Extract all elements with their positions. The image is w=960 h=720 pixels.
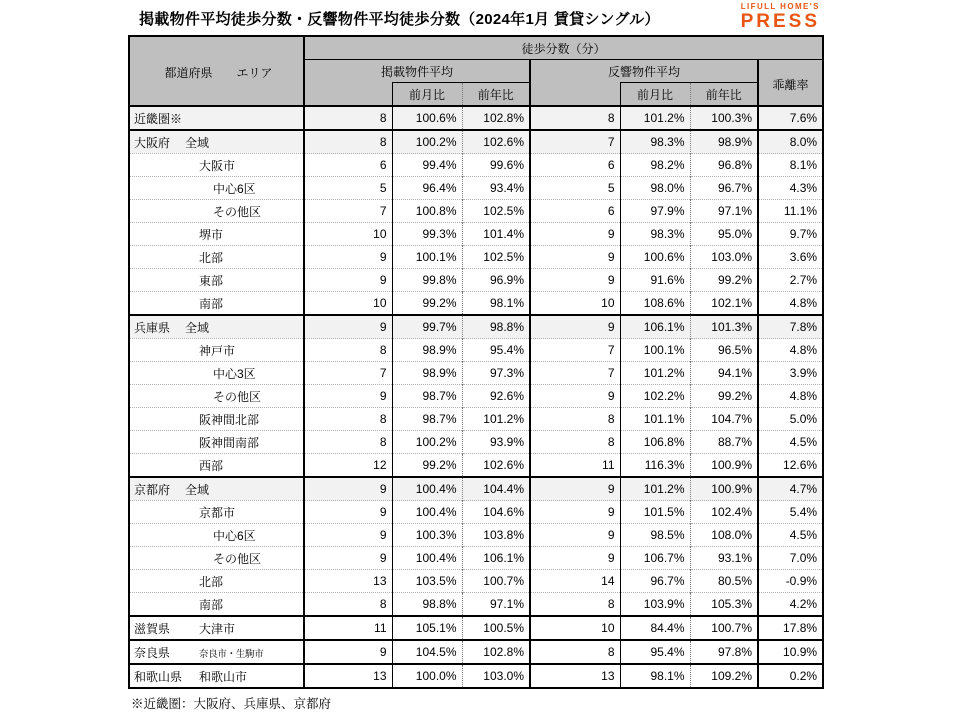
area-label: 北部 [199,574,224,589]
listed-mom-cell: 100.4% [392,477,462,501]
resp-avg-cell: 6 [530,154,620,177]
area-label: 西部 [199,458,224,473]
area-label: 全域 [185,482,210,497]
resp-yoy-cell: 96.7% [690,177,758,200]
listed-yoy-cell: 92.6% [462,385,530,408]
resp-yoy-cell: 109.2% [690,664,758,688]
area-label: 北部 [199,250,224,265]
prefecture-area-cell [129,524,304,547]
prefecture-area-cell [129,130,304,154]
resp-mom-cell: 84.4% [620,616,690,640]
listed-mom-cell: 100.1% [392,246,462,269]
resp-mom-cell: 97.9% [620,200,690,223]
listed-mom-cell: 100.4% [392,501,462,524]
prefecture-label: 近畿圏※ [134,111,183,126]
resp-mom-cell: 101.2% [620,477,690,501]
dev-cell: -0.9% [758,570,823,593]
resp-avg-cell: 14 [530,570,620,593]
listed-yoy-cell: 102.8% [462,106,530,130]
dev-cell: 12.6% [758,454,823,478]
area-label: 南部 [199,597,224,612]
area-label: その他区 [213,204,262,219]
resp-avg-cell: 7 [530,339,620,362]
listed-yoy-cell: 102.6% [462,454,530,478]
listed-avg-cell: 9 [304,477,392,501]
resp-yoy-cell: 98.9% [690,130,758,154]
header-walk-minutes-group: 徒歩分数（分） [304,36,823,60]
header-listed-avg-spacer [304,83,392,107]
listed-avg-cell: 9 [304,524,392,547]
table-header [129,36,823,106]
listed-mom-cell: 100.8% [392,200,462,223]
listed-avg-cell: 9 [304,547,392,570]
area-label: 奈良市・生駒市 [199,648,264,660]
resp-yoy-cell: 99.2% [690,385,758,408]
listed-avg-cell: 7 [304,200,392,223]
header-listed-mom: 前月比 [392,83,462,107]
resp-avg-cell: 9 [530,524,620,547]
resp-avg-cell: 9 [530,315,620,339]
prefecture-area-cell [129,664,304,688]
listed-avg-cell: 8 [304,408,392,431]
prefecture-label: 和歌山県 [134,669,183,684]
listed-avg-cell: 9 [304,246,392,269]
dev-cell: 4.5% [758,524,823,547]
dev-cell: 4.2% [758,593,823,617]
listed-avg-cell: 8 [304,130,392,154]
area-label: 中心3区 [213,366,256,381]
listed-mom-cell: 100.6% [392,106,462,130]
table-row [129,269,823,292]
area-label: その他区 [213,389,262,404]
prefecture-label: 奈良県 [134,645,171,660]
prefecture-area-cell [129,339,304,362]
listed-mom-cell: 100.2% [392,431,462,454]
table-row [129,315,823,339]
table-row [129,640,823,664]
listed-mom-cell: 100.0% [392,664,462,688]
listed-mom-cell: 98.9% [392,339,462,362]
header-listed-yoy: 前年比 [462,83,530,107]
resp-yoy-cell: 99.2% [690,269,758,292]
listed-mom-cell: 98.7% [392,385,462,408]
prefecture-area-cell [129,593,304,617]
table-row [129,223,823,246]
dev-cell: 4.8% [758,292,823,316]
resp-avg-cell: 8 [530,640,620,664]
resp-yoy-cell: 102.1% [690,292,758,316]
listed-yoy-cell: 103.0% [462,664,530,688]
dev-cell: 3.6% [758,246,823,269]
area-label: 南部 [199,296,224,311]
resp-avg-cell: 9 [530,501,620,524]
listed-mom-cell: 99.3% [392,223,462,246]
resp-yoy-cell: 108.0% [690,524,758,547]
table-row [129,154,823,177]
prefecture-area-cell [129,177,304,200]
area-label: 堺市 [199,227,224,242]
listed-mom-cell: 103.5% [392,570,462,593]
listed-mom-cell: 98.9% [392,362,462,385]
listed-mom-cell: 98.7% [392,408,462,431]
resp-mom-cell: 101.2% [620,106,690,130]
listed-avg-cell: 8 [304,431,392,454]
footnote: ※近畿圏：大阪府、兵庫県、京都府 [131,697,332,711]
table-row [129,339,823,362]
listed-avg-cell: 7 [304,362,392,385]
table-row [129,431,823,454]
table-row [129,501,823,524]
dev-cell: 5.0% [758,408,823,431]
listed-avg-cell: 9 [304,315,392,339]
listed-avg-cell: 12 [304,454,392,478]
prefecture-label: 滋賀県 [134,621,171,636]
prefecture-label: 大阪府 [134,135,171,150]
resp-yoy-cell: 97.1% [690,200,758,223]
prefecture-area-cell [129,501,304,524]
listed-yoy-cell: 104.6% [462,501,530,524]
table-row [129,408,823,431]
table-row [129,200,823,223]
listed-avg-cell: 9 [304,501,392,524]
dev-cell: 4.5% [758,431,823,454]
listed-avg-cell: 13 [304,570,392,593]
area-label: 中心6区 [213,528,256,543]
resp-avg-cell: 9 [530,223,620,246]
resp-yoy-cell: 80.5% [690,570,758,593]
listed-yoy-cell: 102.6% [462,130,530,154]
resp-mom-cell: 91.6% [620,269,690,292]
header-responded-mom: 前月比 [620,83,690,107]
dev-cell: 11.1% [758,200,823,223]
resp-yoy-cell: 104.7% [690,408,758,431]
header-responded-yoy: 前年比 [690,83,758,107]
table-row [129,664,823,688]
listed-yoy-cell: 98.1% [462,292,530,316]
resp-yoy-cell: 88.7% [690,431,758,454]
resp-yoy-cell: 100.9% [690,454,758,478]
prefecture-area-cell [129,246,304,269]
resp-mom-cell: 101.2% [620,362,690,385]
listed-yoy-cell: 93.9% [462,431,530,454]
resp-yoy-cell: 93.1% [690,547,758,570]
listed-avg-cell: 9 [304,640,392,664]
area-label: 大阪市 [199,158,236,173]
listed-yoy-cell: 97.3% [462,362,530,385]
listed-yoy-cell: 100.5% [462,616,530,640]
resp-mom-cell: 106.7% [620,547,690,570]
resp-mom-cell: 101.5% [620,501,690,524]
dev-cell: 0.2% [758,664,823,688]
resp-mom-cell: 101.1% [620,408,690,431]
listed-mom-cell: 105.1% [392,616,462,640]
resp-yoy-cell: 100.7% [690,616,758,640]
listed-yoy-cell: 102.8% [462,640,530,664]
listed-mom-cell: 99.4% [392,154,462,177]
header-deviation-rate: 乖離率 [758,60,823,107]
listed-yoy-cell: 95.4% [462,339,530,362]
prefecture-label: 兵庫県 [134,320,171,335]
resp-avg-cell: 10 [530,616,620,640]
listed-yoy-cell: 96.9% [462,269,530,292]
resp-mom-cell: 116.3% [620,454,690,478]
prefecture-area-cell [129,408,304,431]
table-row [129,547,823,570]
resp-avg-cell: 6 [530,200,620,223]
listed-mom-cell: 99.2% [392,454,462,478]
prefecture-area-cell [129,477,304,501]
resp-avg-cell: 9 [530,269,620,292]
prefecture-area-cell [129,547,304,570]
resp-avg-cell: 9 [530,477,620,501]
resp-mom-cell: 95.4% [620,640,690,664]
area-label: 全域 [185,135,210,150]
resp-mom-cell: 98.2% [620,154,690,177]
walk-minutes-table [128,35,824,689]
listed-avg-cell: 11 [304,616,392,640]
listed-avg-cell: 10 [304,292,392,316]
area-label: 和歌山市 [199,669,248,684]
listed-yoy-cell: 103.8% [462,524,530,547]
listed-mom-cell: 96.4% [392,177,462,200]
dev-cell: 17.8% [758,616,823,640]
area-label: その他区 [213,551,262,566]
listed-mom-cell: 99.2% [392,292,462,316]
resp-avg-cell: 8 [530,593,620,617]
listed-yoy-cell: 97.1% [462,593,530,617]
listed-yoy-cell: 99.6% [462,154,530,177]
listed-avg-cell: 8 [304,339,392,362]
dev-cell: 2.7% [758,269,823,292]
prefecture-label: 京都府 [134,482,171,497]
resp-avg-cell: 9 [530,547,620,570]
table-row [129,385,823,408]
table-row [129,246,823,269]
resp-yoy-cell: 96.5% [690,339,758,362]
page-title: 掲載物件平均徒歩分数・反響物件平均徒歩分数（2024年1月 賃貸シングル） [139,11,660,28]
resp-yoy-cell: 100.3% [690,106,758,130]
resp-yoy-cell: 105.3% [690,593,758,617]
listed-avg-cell: 8 [304,106,392,130]
listed-yoy-cell: 101.4% [462,223,530,246]
prefecture-area-cell [129,362,304,385]
prefecture-area-cell [129,431,304,454]
listed-avg-cell: 13 [304,664,392,688]
resp-yoy-cell: 97.8% [690,640,758,664]
table-row [129,130,823,154]
resp-mom-cell: 96.7% [620,570,690,593]
area-label: 京都市 [199,505,236,520]
header-responded-avg-spacer [530,83,620,107]
dev-cell: 7.0% [758,547,823,570]
listed-avg-cell: 5 [304,177,392,200]
resp-mom-cell: 98.1% [620,664,690,688]
listed-yoy-cell: 102.5% [462,246,530,269]
listed-yoy-cell: 106.1% [462,547,530,570]
resp-yoy-cell: 100.9% [690,477,758,501]
resp-avg-cell: 13 [530,664,620,688]
resp-yoy-cell: 96.8% [690,154,758,177]
dev-cell: 4.7% [758,477,823,501]
resp-avg-cell: 9 [530,246,620,269]
area-label: 神戸市 [199,343,236,358]
resp-yoy-cell: 95.0% [690,223,758,246]
table-row [129,524,823,547]
resp-yoy-cell: 102.4% [690,501,758,524]
table-row [129,570,823,593]
resp-avg-cell: 5 [530,177,620,200]
listed-yoy-cell: 101.2% [462,408,530,431]
prefecture-area-cell [129,454,304,478]
area-label: 東部 [199,273,224,288]
prefecture-area-cell [129,200,304,223]
listed-yoy-cell: 93.4% [462,177,530,200]
prefecture-area-cell [129,570,304,593]
header-responded-average: 反響物件平均 [530,60,758,83]
resp-mom-cell: 98.3% [620,223,690,246]
table-row [129,177,823,200]
listed-mom-cell: 104.5% [392,640,462,664]
lifull-homes-press-logo [741,3,820,31]
prefecture-area-cell [129,640,304,664]
resp-avg-cell: 11 [530,454,620,478]
resp-yoy-cell: 103.0% [690,246,758,269]
prefecture-area-cell [129,616,304,640]
prefecture-area-cell [129,269,304,292]
resp-avg-cell: 7 [530,362,620,385]
prefecture-area-cell [129,292,304,316]
dev-cell: 7.6% [758,106,823,130]
table-row [129,477,823,501]
listed-mom-cell: 100.4% [392,547,462,570]
prefecture-area-cell [129,315,304,339]
table-row [129,454,823,478]
prefecture-area-cell [129,223,304,246]
table-row [129,292,823,316]
table-row [129,362,823,385]
resp-avg-cell: 10 [530,292,620,316]
table-row [129,593,823,617]
resp-yoy-cell: 94.1% [690,362,758,385]
area-label: 全域 [185,320,210,335]
area-label: 阪神間北部 [199,412,260,427]
listed-mom-cell: 98.8% [392,593,462,617]
listed-avg-cell: 6 [304,154,392,177]
dev-cell: 3.9% [758,362,823,385]
listed-yoy-cell: 102.5% [462,200,530,223]
listed-yoy-cell: 104.4% [462,477,530,501]
listed-avg-cell: 10 [304,223,392,246]
dev-cell: 10.9% [758,640,823,664]
prefecture-area-cell [129,106,304,130]
table-body [129,106,823,688]
dev-cell: 9.7% [758,223,823,246]
prefecture-area-cell [129,385,304,408]
resp-avg-cell: 9 [530,385,620,408]
table-row [129,106,823,130]
listed-mom-cell: 100.3% [392,524,462,547]
dev-cell: 5.4% [758,501,823,524]
resp-mom-cell: 102.2% [620,385,690,408]
listed-avg-cell: 9 [304,269,392,292]
resp-avg-cell: 8 [530,431,620,454]
listed-avg-cell: 9 [304,385,392,408]
dev-cell: 8.1% [758,154,823,177]
resp-mom-cell: 98.3% [620,130,690,154]
area-label: 大津市 [199,621,236,636]
resp-mom-cell: 103.9% [620,593,690,617]
resp-avg-cell: 8 [530,408,620,431]
dev-cell: 4.8% [758,339,823,362]
header-prefecture-area: 都道府県 エリア [129,36,304,106]
area-label: 中心6区 [213,181,256,196]
resp-mom-cell: 108.6% [620,292,690,316]
area-label: 阪神間南部 [199,435,260,450]
table-row [129,616,823,640]
logo-text-small: LIFULL HOME'S [740,2,820,11]
resp-avg-cell: 7 [530,130,620,154]
resp-yoy-cell: 101.3% [690,315,758,339]
prefecture-area-cell [129,154,304,177]
dev-cell: 8.0% [758,130,823,154]
resp-mom-cell: 106.1% [620,315,690,339]
listed-yoy-cell: 98.8% [462,315,530,339]
resp-mom-cell: 106.8% [620,431,690,454]
dev-cell: 4.8% [758,385,823,408]
listed-mom-cell: 99.7% [392,315,462,339]
listed-yoy-cell: 100.7% [462,570,530,593]
dev-cell: 4.3% [758,177,823,200]
listed-mom-cell: 100.2% [392,130,462,154]
resp-mom-cell: 98.0% [620,177,690,200]
header-listed-average: 掲載物件平均 [304,60,530,83]
resp-avg-cell: 8 [530,106,620,130]
dev-cell: 7.8% [758,315,823,339]
listed-avg-cell: 8 [304,593,392,617]
logo-text-press: PRESS [740,11,820,32]
listed-mom-cell: 99.8% [392,269,462,292]
resp-mom-cell: 98.5% [620,524,690,547]
resp-mom-cell: 100.1% [620,339,690,362]
resp-mom-cell: 100.6% [620,246,690,269]
